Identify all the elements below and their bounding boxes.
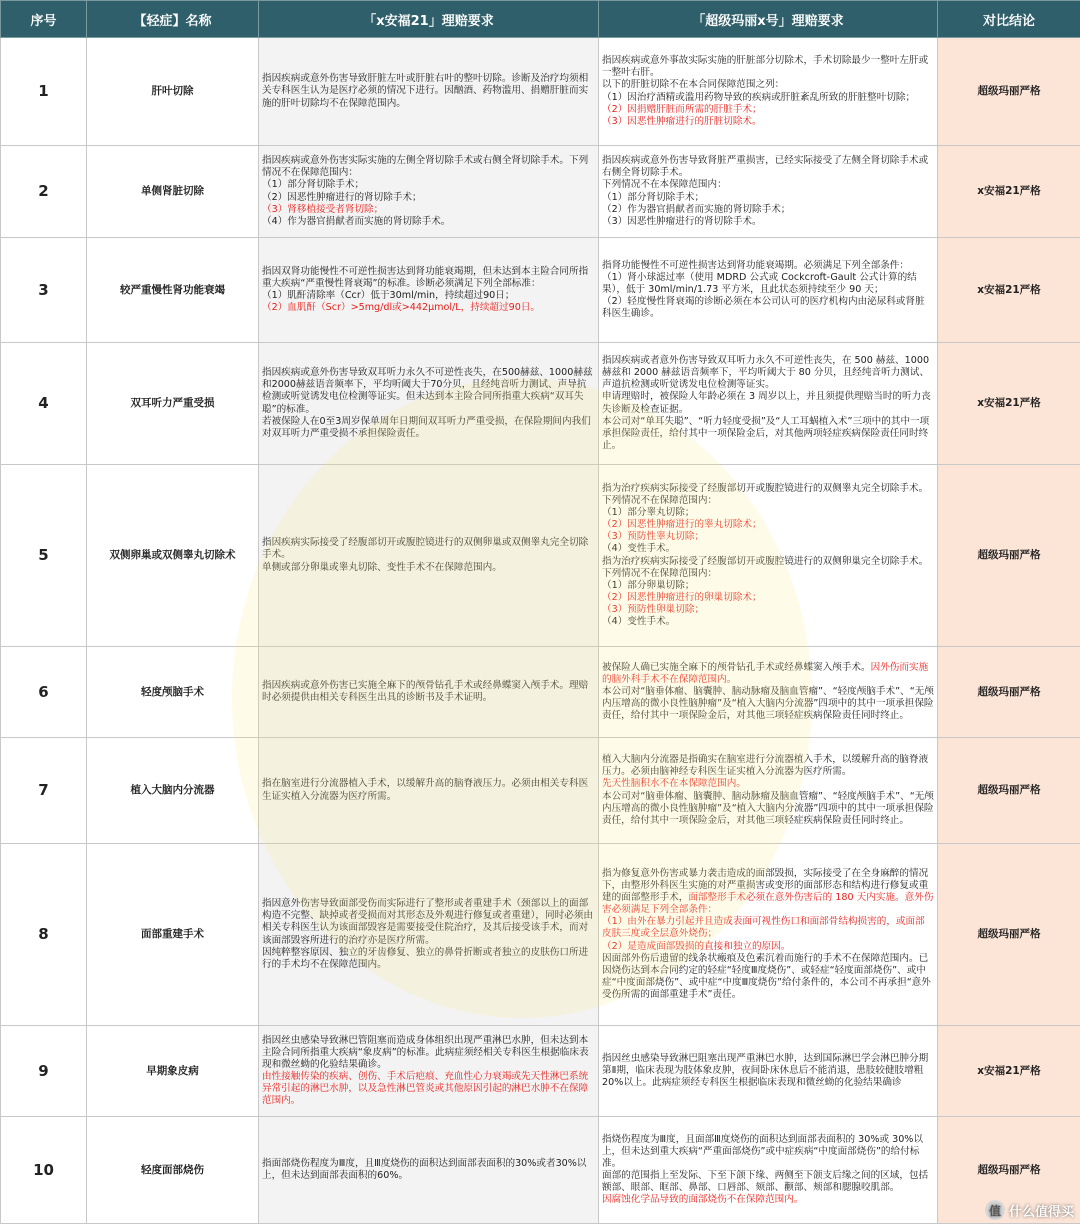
requirement-text: （3）预防性卵巢切除； — [602, 603, 705, 615]
illness-name: 双耳听力严重受损 — [87, 343, 259, 465]
requirement-text: 本公司对“单耳失聪”、“听力轻度受损”及“人工耳蜗植入术”三项中的其中一项承担保险责任，给付其中一项保险金后，对其他两项轻症疾病保险责任同时终止。 — [602, 415, 930, 451]
product-b-requirement — [599, 146, 938, 238]
requirement-line — [262, 1071, 595, 1107]
requirement-text: 指因疾病或意外伤害实际实施的左侧全肾切除手术或右侧全肾切除手术。下列情况不在保障范围内： — [262, 155, 589, 179]
illness-name: 植入大脑内分流器 — [87, 738, 259, 844]
comparison-conclusion: x安福21严格 — [938, 1026, 1080, 1117]
requirement-text: 因腐蚀化学品导致的面部烧伤不在保障范围内。 — [602, 1194, 804, 1206]
table-row — [1, 465, 1080, 647]
requirement-line — [602, 296, 934, 320]
requirement-line — [602, 754, 934, 778]
requirement-line — [602, 778, 934, 790]
requirement-text: 本公司对“脑垂体瘤、脑囊肿、脑动脉瘤及脑血管瘤”、“轻度颅脑手术”、“无颅内压增高的微小良性脑肿瘤”及“植入大脑内分流器”四项中的其中一项承担保险责任，给付其中一项保险金后，对其他三项轻症疾病保险责任同时终止。 — [602, 790, 934, 826]
requirement-text: （3）因恶性肿瘤进行的肾切除手术。 — [602, 215, 762, 227]
requirement-line — [602, 391, 934, 415]
requirement-text: （1）肾小球滤过率（使用 MDRD 公式或 Cockcroft-Gault 公式计算的结果），低于 30ml/min/1.73 平方米，且此状态须持续至少 90 天； — [602, 271, 917, 295]
value-buy-logo-icon: 值 — [985, 1200, 1005, 1220]
product-a-requirement — [259, 465, 599, 647]
product-b-requirement — [599, 647, 938, 738]
requirement-text: 指因疾病或意外伤害导致肾脏严重损害，已经实际接受了左侧全肾切除手术或右侧全肾切除手术。 — [602, 155, 929, 179]
requirement-line — [602, 1170, 934, 1194]
product-b-requirement — [599, 1026, 938, 1117]
requirement-line — [262, 1158, 595, 1182]
header-product-b: 「超级玛丽x号」理赔要求 — [599, 1, 938, 38]
requirement-text: 指烧伤程度为Ⅲ度，且面部Ⅲ度烧伤的面积达到面部表面积的 30%或 30%以上，但未达到重大疾病“严重面部烧伤”或中症疾病“中度面部烧伤”的给付标准。 — [602, 1133, 924, 1169]
requirement-line — [262, 290, 595, 302]
row-index: 2 — [1, 146, 87, 238]
requirement-text: 指因疾病实际接受了经腹部切开或腹腔镜进行的双侧卵巢或双侧睾丸完全切除手术。 — [262, 537, 589, 561]
requirement-text: 被保险人确已实施全麻下的颅骨钻孔手术或经鼻蝶窦入颅手术。 — [602, 661, 871, 673]
illness-name: 轻度颅脑手术 — [87, 647, 259, 738]
requirement-line — [602, 1134, 934, 1170]
requirement-line — [602, 104, 934, 116]
requirement-text: 指为治疗疾病实际接受了经腹部切开或腹腔镜进行的双侧睾丸完全切除手术。下列情况不在保障范围内： — [602, 482, 929, 507]
requirement-text: （1）部分睾丸切除； — [602, 507, 695, 519]
row-index: 8 — [1, 844, 87, 1026]
product-a-requirement — [259, 1117, 599, 1224]
requirement-text: 指因疾病或意外伤害已实施全麻下的颅骨钻孔手术或经鼻蝶窦入颅手术。理赔时必须提供由相关专科医生出具的诊断书及手术证明。 — [262, 679, 589, 703]
requirement-line — [602, 155, 934, 179]
requirement-text: （4）作为器官捐献者而实施的肾切除手术。 — [262, 215, 451, 227]
requirement-line — [262, 216, 595, 228]
requirement-line — [602, 531, 934, 543]
row-index: 10 — [1, 1117, 87, 1224]
requirement-text: （2）作为器官捐献者而实施的肾切除手术； — [602, 203, 791, 215]
row-index: 4 — [1, 343, 87, 465]
requirement-text: （2）轻度慢性肾衰竭的诊断必须在本公司认可的医疗机构内由泌尿科或肾脏科医生确诊。 — [602, 296, 925, 320]
comparison-conclusion: 超级玛丽严格 — [938, 38, 1080, 146]
requirement-text: （1）肌酐清除率（Ccr）低于30ml/min，持续超过90日； — [262, 290, 515, 301]
requirement-text: 指为修复意外伤害或暴力袭击造成的面部毁损，实际接受了在全身麻醉的情况下，由整形外科医生实施的对严重损害或变形的面部形态和结构进行修复或重建的面部整形手术， — [602, 867, 929, 904]
requirement-line — [602, 686, 934, 722]
requirement-text: 指因丝虫感染导致淋巴管阻塞而造成身体组织出现严重淋巴水肿，但未达到本主险合同所指重大疾病“象皮病”的标准。此病症须经相关专科医生根据临床表现和微丝蚴的化验结果确诊。 — [262, 1034, 589, 1070]
row-index: 5 — [1, 465, 87, 647]
comparison-conclusion: x安福21严格 — [938, 343, 1080, 465]
requirement-text: 指因疾病或意外伤害导致肝脏左叶或肝脏右叶的整叶切除。诊断及治疗均须相关专科医生认为是医疗必须的情况下进行。因酗酒、药物滥用、捐赠肝脏而实施的肝叶切除均不在保障范围内。 — [262, 73, 589, 109]
requirement-line — [602, 580, 934, 592]
requirement-text: （1）由外在暴力引起并且造成表面可视性伤口和面部骨结构损害的，或面部皮肤三度或全层意外烧伤； — [602, 916, 925, 940]
header-name: 【轻症】名称 — [87, 1, 259, 38]
requirement-line — [602, 791, 934, 827]
requirement-text: 申请理赔时，被保险人年龄必须在 3 周岁以上，并且须提供理赔当时的听力丧失诊断及检查证据。 — [602, 391, 931, 415]
requirement-text: 因纯粹整容原因、独立的牙齿修复、独立的鼻骨折断或者独立的皮肤伤口所进行的手术均不在保障范围内。 — [262, 946, 589, 970]
product-b-requirement — [599, 1117, 938, 1224]
row-index: 9 — [1, 1026, 87, 1117]
illness-name: 肝叶切除 — [87, 38, 259, 146]
table-row — [1, 146, 1080, 238]
requirement-exclusion-text: 因外伤而实施的脑外科手术不在保障范围内。 — [602, 661, 929, 685]
requirement-line — [262, 416, 595, 440]
requirement-line — [262, 73, 595, 109]
comparison-conclusion: 超级玛丽严格 — [938, 844, 1080, 1026]
requirement-text: 以下的肝脏切除不在本合同保障范围之列： — [602, 79, 785, 91]
comparison-conclusion: x安福21严格 — [938, 238, 1080, 343]
header-product-a: 「x安福21」理赔要求 — [259, 1, 599, 38]
product-a-requirement — [259, 1026, 599, 1117]
requirement-text: 指在脑室进行分流器植入手术，以缓解升高的脑脊液压力。必须由相关专科医生证实植入分流器为医疗所需。 — [262, 778, 589, 802]
requirement-line — [602, 604, 934, 616]
requirement-line — [602, 260, 934, 272]
requirement-line — [262, 778, 595, 802]
requirement-line — [602, 941, 934, 953]
requirement-text: 指因丝虫感染导致淋巴阻塞出现严重淋巴水肿，达到国际淋巴学会淋巴肿分期第Ⅱ期，临床表现为肢体象皮肿，夜间卧床休息后不能消退，患肢较健肢增粗 20%以上。此病症须经专科医生根据临床表现和微丝蚴的化验结果确诊 — [602, 1052, 929, 1089]
requirement-text: 指为治疗疾病实际接受了经腹部切开或腹腔镜进行的双侧卵巢完全切除手术。下列情况不在保障范围内： — [602, 555, 929, 579]
requirement-line — [602, 416, 934, 452]
requirement-line — [602, 507, 934, 519]
comparison-conclusion: 超级玛丽严格 — [938, 465, 1080, 647]
requirement-text: （1）部分卵巢切除； — [602, 579, 695, 591]
requirement-text: 植入大脑内分流器是指确实在脑室进行分流器植入手术，以缓解升高的脑脊液压力。必须由脑神经专科医生证实植入分流器为医疗所需。 — [602, 754, 929, 778]
comparison-conclusion: 超级玛丽严格 — [938, 1117, 1080, 1224]
requirement-line — [602, 616, 934, 628]
illness-name: 较严重慢性肾功能衰竭 — [87, 238, 259, 343]
requirement-text: 指因疾病或意外事故实际实施的肝脏部分切除术，手术切除最少一整叶左肝或一整叶右肝。 — [602, 55, 929, 79]
requirement-line — [602, 272, 934, 296]
requirement-text: （3）因恶性肿瘤进行的肝脏切除术。 — [602, 115, 762, 127]
requirement-line — [262, 947, 595, 971]
requirement-line — [602, 519, 934, 531]
requirement-line — [262, 192, 595, 204]
row-index: 6 — [1, 647, 87, 738]
requirement-text: （2）因恶性肿瘤进行的卵巢切除术； — [602, 591, 762, 603]
requirement-text: 指因疾病或意外伤害导致双耳听力永久不可逆性丧失，在500赫兹、1000赫兹和2000赫兹语音频率下，平均听阈大于70分贝，且经纯音听力测试、声导抗检测或听觉诱发电位检测等证实。但未达到本主险合同所指重大疾病“双耳失聪”的标准。 — [262, 367, 593, 415]
illness-name: 轻度面部烧伤 — [87, 1117, 259, 1224]
illness-name: 早期象皮病 — [87, 1026, 259, 1117]
row-index: 1 — [1, 38, 87, 146]
requirement-line — [602, 1194, 934, 1206]
requirement-line — [262, 367, 595, 415]
product-a-requirement — [259, 146, 599, 238]
header-row — [1, 1, 1080, 38]
requirement-line — [602, 868, 934, 916]
header-index: 序号 — [1, 1, 87, 38]
requirement-text: 指面部烧伤程度为Ⅲ度，且Ⅲ度烧伤的面积达到面部表面积的30%或者30%以上，但未达到面部表面积的60%。 — [262, 1157, 587, 1181]
table-body — [1, 38, 1080, 1224]
requirement-line — [602, 179, 934, 191]
requirement-line — [602, 662, 934, 686]
requirement-text: （3）肾移植接受者肾切除； — [262, 203, 384, 215]
requirement-line — [602, 483, 934, 507]
requirement-line — [602, 79, 934, 91]
requirement-text: （3）预防性睾丸切除； — [602, 531, 705, 543]
requirement-line — [262, 155, 595, 179]
requirement-text: 因面部外伤后遗留的线条状瘢痕及色素沉着而施行的手术不在保障范围内。已因烧伤达到本合同约定的轻症“轻度Ⅲ度烧伤”、或轻症“轻度面部烧伤”、或中症“中度面部烧伤”、或中症“中度Ⅲ度烧伤”给付条件的，本公司不再承担“意外受伤所需的面部重建手术”责任。 — [602, 952, 931, 1000]
requirement-line — [602, 116, 934, 128]
requirement-text: 指因双肾功能慢性不可逆性损害达到肾功能衰竭期，但未达到本主险合同所指重大疾病“严重慢性肾衰竭”的标准。诊断必须满足下列全部标准： — [262, 265, 589, 289]
requirement-line — [602, 543, 934, 555]
requirement-text: 单侧或部分卵巢或睾丸切除、变性手术不在保障范围内。 — [262, 561, 502, 573]
table-row — [1, 738, 1080, 844]
product-a-requirement — [259, 738, 599, 844]
requirement-text: 下列情况不在本保障范围内： — [602, 179, 727, 191]
requirement-line — [262, 562, 595, 574]
requirement-line — [262, 537, 595, 561]
requirement-line — [262, 266, 595, 290]
table-row — [1, 1026, 1080, 1117]
requirement-text: （2）因捐赠肝脏而所需的肝脏手术； — [602, 103, 762, 115]
requirement-line — [262, 680, 595, 704]
table-row — [1, 238, 1080, 343]
requirement-line — [602, 355, 934, 391]
product-b-requirement — [599, 844, 938, 1026]
table-row — [1, 1117, 1080, 1224]
requirement-exclusion-text: 面部整形手术必须在意外伤害后的 180 天内实施。意外伤害必须满足下列全部条件： — [602, 892, 934, 916]
requirement-text: 本公司对“脑垂体瘤、脑囊肿、脑动脉瘤及脑血管瘤”、“轻度颅脑手术”、“无颅内压增高的微小良性脑肿瘤”及“植入大脑内分流器”四项中的其中一项承担保险责任，给付其中一项保险金后，对其他三项轻症疾病保险责任同时终止。 — [602, 685, 934, 722]
requirement-line — [602, 1053, 934, 1089]
header-conclusion: 对比结论 — [938, 1, 1080, 38]
requirement-line — [602, 916, 934, 940]
requirement-text: （1）部分肾切除手术； — [602, 191, 705, 203]
product-b-requirement — [599, 343, 938, 465]
requirement-line — [602, 192, 934, 204]
table-row — [1, 38, 1080, 146]
requirement-line — [262, 204, 595, 216]
requirement-line — [262, 302, 595, 314]
requirement-text: 指肾功能慢性不可逆性损害达到肾功能衰竭期。必须满足下列全部条件： — [602, 259, 909, 271]
comparison-conclusion: 超级玛丽严格 — [938, 647, 1080, 738]
requirement-text: 指因意外伤害导致面部受伤而实际进行了整形或者重建手术（颈部以上的面部构造不完整、缺掉或者受损而对其形态及外观进行修复或者重建），同时必须由相关专科医生认为该面部毁容是需要接受住院治疗，及其后接受该手术，而对该面部毁容所进行的治疗亦是医疗所需。 — [262, 898, 593, 946]
requirement-text: 指因疾病或者意外伤害导致双耳听力永久不可逆性丧失，在 500 赫兹、1000 赫兹和 2000 赫兹语音频率下，平均听阈大于 80 分贝，且经纯音听力测试、声道抗检测或听觉诱发电位检测等证实。 — [602, 355, 930, 391]
requirement-text: （2）血肌酐（Scr）>5mg/dl或>442μmol/L，持续超过90日。 — [262, 302, 541, 314]
product-a-requirement — [259, 647, 599, 738]
product-b-requirement — [599, 238, 938, 343]
product-a-requirement — [259, 238, 599, 343]
product-a-requirement — [259, 844, 599, 1026]
requirement-line — [602, 953, 934, 1001]
requirement-line — [602, 592, 934, 604]
product-b-requirement — [599, 738, 938, 844]
row-index: 3 — [1, 238, 87, 343]
requirement-text: （1）因治疗酒精或滥用药物导致的疾病或肝脏紊乱所致的肝脏整叶切除； — [602, 91, 916, 103]
requirement-line — [602, 204, 934, 216]
requirement-line — [602, 55, 934, 79]
row-index: 7 — [1, 738, 87, 844]
requirement-text: （2）是造成面部毁损的直接和独立的原因。 — [602, 940, 791, 952]
requirement-line — [602, 92, 934, 104]
requirement-text: （2）因恶性肿瘤进行的肾切除手术； — [262, 191, 422, 203]
product-b-requirement — [599, 465, 938, 647]
requirement-line — [262, 1035, 595, 1071]
table-row — [1, 647, 1080, 738]
table-row — [1, 844, 1080, 1026]
illness-name: 面部重建手术 — [87, 844, 259, 1026]
product-a-requirement — [259, 343, 599, 465]
illness-name: 单侧肾脏切除 — [87, 146, 259, 238]
requirement-text: 先天性脑积水不在本保障范围内。 — [602, 778, 746, 790]
requirement-text: （4）变性手术。 — [602, 543, 676, 555]
site-logo-text: 什么值得买 — [1008, 1204, 1074, 1220]
product-a-requirement — [259, 38, 599, 146]
requirement-text: 若被保险人在0至3周岁保单周年日期间双耳听力严重受损，在保险期间内我们对双耳听力严重受损不承担保险责任。 — [262, 415, 591, 439]
requirement-text: 由性接触传染的疾病、创伤、手术后疤痕、充血性心力衰竭或先天性淋巴系统异常引起的淋巴水肿，以及急性淋巴管炎或其他原因引起的淋巴水肿不在保障范围内。 — [262, 1071, 589, 1107]
requirement-text: （2）因恶性肿瘤进行的睾丸切除术； — [602, 519, 762, 531]
requirement-line — [262, 898, 595, 946]
requirement-line — [602, 556, 934, 580]
product-b-requirement — [599, 38, 938, 146]
requirement-text: （4）变性手术。 — [602, 615, 676, 627]
requirement-text: 面部的范围指上至发际、下至下颌下缘、两侧至下颌支后缘之间的区域，包括额部、眼部、眶部、鼻部、口唇部、颏部、颧部、颊部和腮腺咬肌部。 — [602, 1170, 929, 1194]
table-row — [1, 343, 1080, 465]
site-logo — [985, 1200, 1074, 1220]
comparison-conclusion: x安福21严格 — [938, 146, 1080, 238]
requirement-text: （1）部分肾切除手术； — [262, 179, 365, 191]
illness-name: 双侧卵巢或双侧睾丸切除术 — [87, 465, 259, 647]
requirement-line — [262, 179, 595, 191]
requirement-line — [602, 216, 934, 228]
comparison-conclusion: 超级玛丽严格 — [938, 738, 1080, 844]
